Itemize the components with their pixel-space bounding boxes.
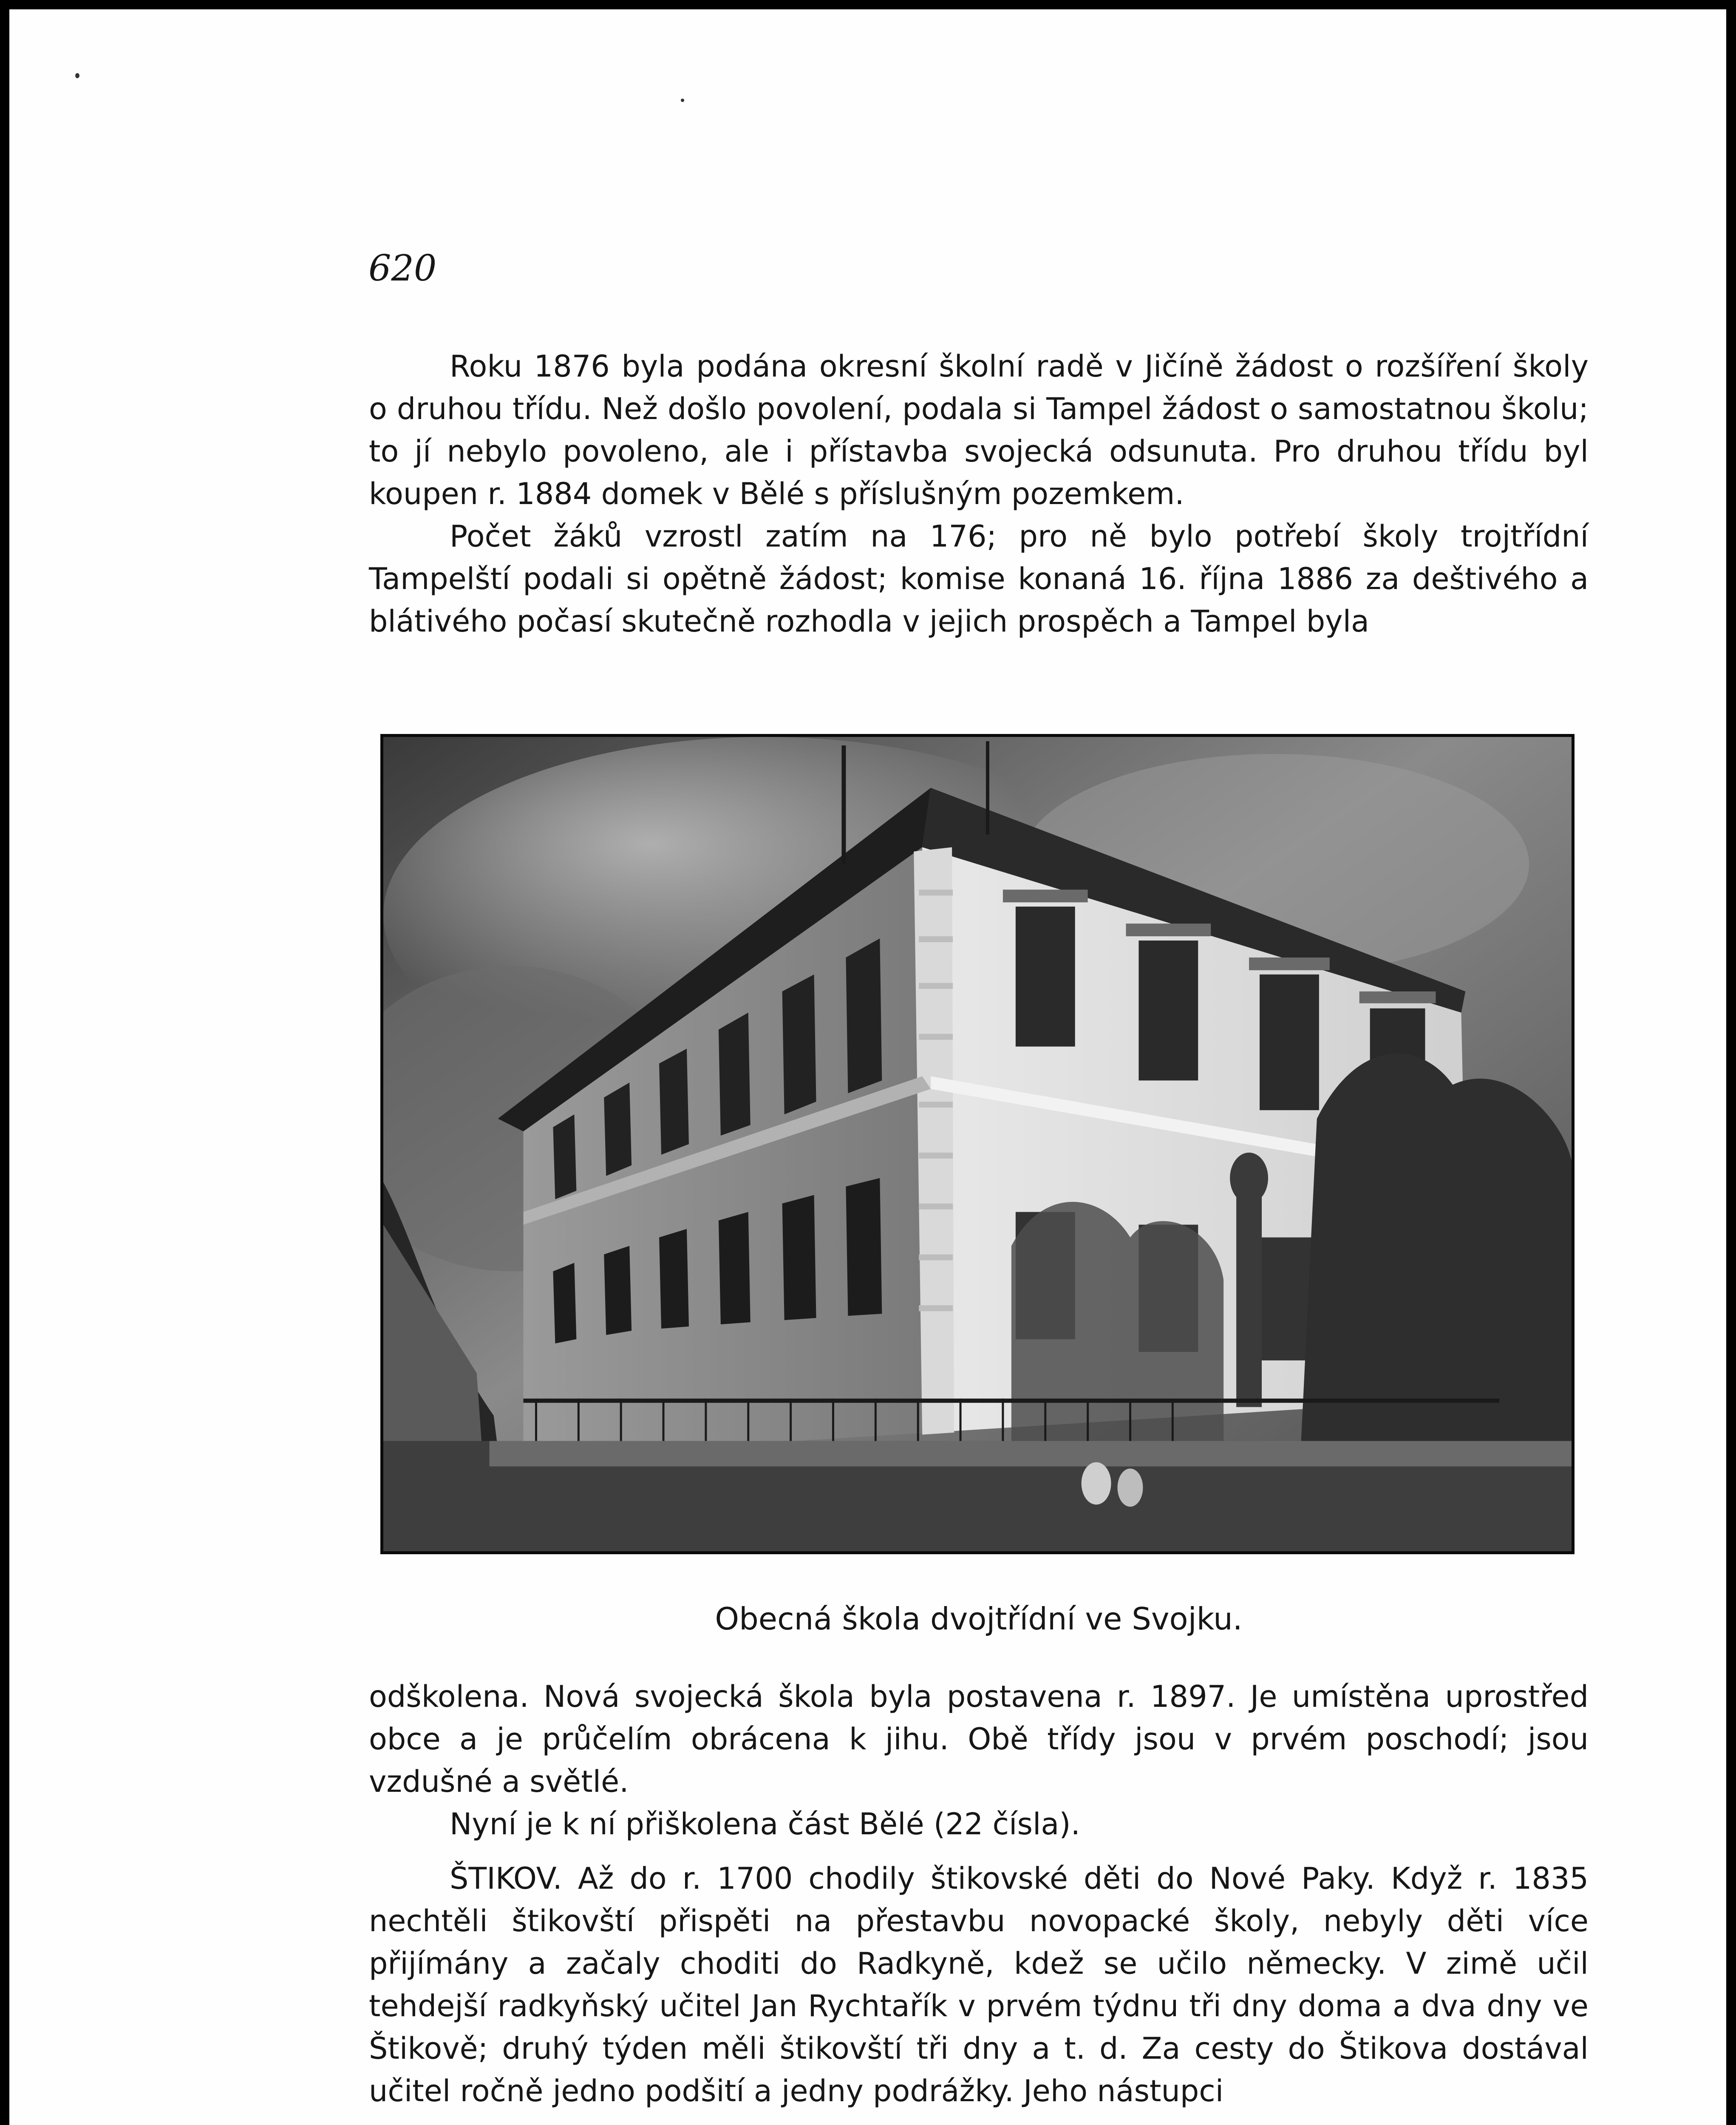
school-building-photo: [380, 734, 1575, 1554]
book-page: [9, 9, 1726, 2125]
photo-illustration: [383, 737, 1572, 1551]
text-block-top: [369, 345, 1589, 643]
paragraph: ŠTIKOV. Až do r. 1700 chodily štikovské děti do Nové Paky. Když r. 1835 nechtěli štikovští přispěti na přestavbu novopacké školy, nebyly děti více přijímány a začaly choditi do Radkyně, kdež se učilo německy. V zimě učil tehdejší radkyňský učitel Jan Rychtařík v prvém týdnu tři dny doma a dva dny ve Štikově; druhý týden měli štikovští tři dny a t. d. Za cesty do Štikova dostával učitel ročně jedno podšití a jedny podrážky. Jeho nástupci: [369, 1861, 1589, 2108]
text-block-bottom: [369, 1675, 1589, 2112]
paragraph: odškolena. Nová svojecká škola byla postavena r. 1897. Je umístěna uprostřed obce a je průčelím obrácena k jihu. Obě třídy jsou v prvém poschodí; jsou vzdušné a světlé.: [369, 1679, 1589, 1799]
paragraph: Roku 1876 byla podána okresní školní radě v Jičíně žádost o rozšíření školy o druhou třídu. Než došlo povolení, podala si Tampel žádost o samostatnou školu; to jí nebylo povoleno, ale i přístavba svojecká odsunuta. Pro druhou třídu byl koupen r. 1884 domek v Bělé s příslušným pozemkem.: [369, 349, 1589, 511]
page-number: 620: [368, 247, 437, 289]
paragraph: Nyní je k ní přiškolena část Bělé (22 čísla).: [450, 1807, 1080, 1842]
dust-speck: [75, 73, 79, 78]
dust-speck: [681, 99, 684, 102]
paragraph: Počet žáků vzrostl zatím na 176; pro ně bylo potřebí školy trojtřídní Tampelští podali si opětně žádost; komise konaná 16. října 1886 za deštivého a blátivého počasí skutečně rozhodla v jejich prospěch a Tampel byla: [369, 519, 1589, 639]
photo-caption: Obecná škola dvojtřídní ve Svojku.: [715, 1601, 1243, 1637]
